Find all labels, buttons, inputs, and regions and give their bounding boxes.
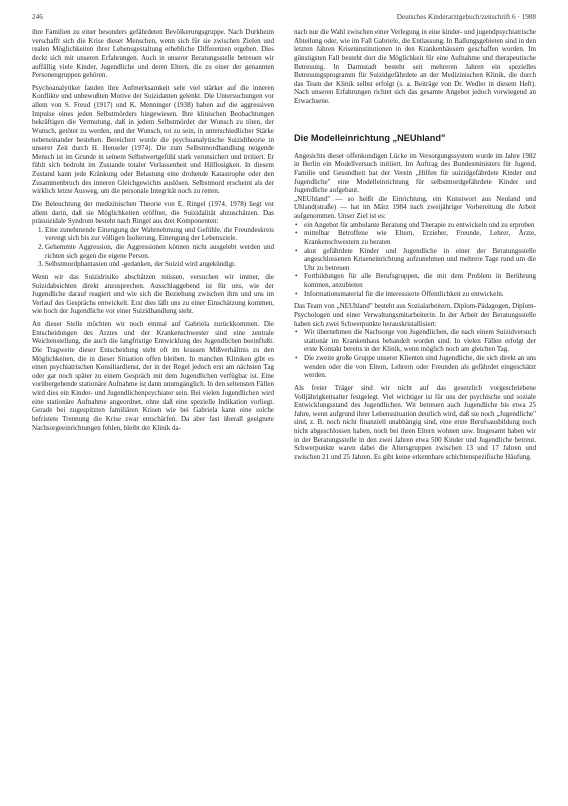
journal-title: Deutsches Kinderarztgebuch/zeitschrift 6 · 1988 [396,13,536,21]
list-item: • Fortbildungen für alle Berufsgruppen, die mit dem Problem in Berührung kommen, anzubieten [304,272,536,289]
right-column [294,28,536,798]
list-item: • akut gefährdete Kinder und Jugendliche in einer der Beratungsstelle angeschlossenen Kriseneinrichtung aufzunehmen und mehrere Tage rund um die Uhr zu betreuen [304,247,536,273]
bullet-list [294,328,536,380]
page-number: 246 [32,13,43,21]
page-header [32,12,536,22]
paragraph: Die Beleuchtung der medizinischen Theorie von E. Ringel (1974, 1978) liegt vor allem darin, daß sie Möglichkeiten eröffnet, die Suizidalität abzuschätzen. Das präsuizidale Syndrom besteht nach Ringel aus drei Komponenten: [32,199,274,226]
paragraph: Wenn wir das Suizidrisiko abschätzen müssen, versuchen wir immer, die Suizidabsichten direkt anzusprechen. Ausschlaggebend ist für uns, wie der Jugendliche darauf reagiert und wie sich die Beziehung zwischen ihm und uns im Verlauf des Gesprächs entwickelt. Erst dies läßt uns zu einer Einschätzung kommen, wie hoch der Jugendliche vor einer Suizidhandlung steht. [32,272,274,316]
numbered-list [32,226,274,269]
paragraph: nach nur die Wahl zwischen einer Verlegung in eine kinder- und jugendpsychiatrische Abteilung oder, wie im Fall Gabriele, die Entlassung. In Ballungsgebieten sind in den letzten Jahren Kriseninstitutionen in den Krankenhäusern geschaffen worden. Im günstigsten Fall besteht dort die Möglichkeit für eine Aufnahme und therapeutische Betreuung. In Darmstadt besteht seit mehreren Jahren ein spezielles Betreuungsprogramm für Suizidgefährdete an der Medizinischen Klinik, die durch das Team der Klinik selbst erfolgt (s. a. Beiträge von Dr. Wedler in diesem Heft). Nach unseren Erfahrungen richtet sich das gesamte Angebot jedoch vorwiegend an Erwachsene. [294,28,536,105]
paragraph: Als freier Träger sind wir nicht auf das gesetzlich vorgeschriebene Volljährigkeitsalter festgelegt. Viel wichtiger ist für uns der psychische und soziale Entwicklungsstand des Jugendlichen. Wir betreuen auch Jugendliche bis etwa 25 Jahre, wenn aufgrund ihrer Lebenssituation deutlich wird, daß sie noch „Jugendliche" sind, z. B. noch nicht finanziell unabhängig sind, eine erste Berufsausbildung noch nicht abgeschlossen haben, noch bei ihren Eltern wohnen usw. Insgesamt haben wir in der Beratungsstelle in den zwei Jahren etwa 500 Kinder und Jugendliche betreut. Schwerpunkte waren dabei die Altersgruppen zwischen 13 und 17 Jahren und zwischen 21 und 25 Jahren. Es gibt keine erkennbare schichtenspezifische Häufung. [294,383,536,461]
bullet-list [294,221,536,299]
list-item: • Informationsmaterial für die interessierte Öffentlichkeit zu entwickeln. [304,290,536,299]
list-item: 3. Selbstmordphantasien und -gedanken, der Suizid wird angekündigt. [45,260,274,269]
list-item: • Wir übernehmen die Nachsorge von Jugendlichen, die nach einem Suizidversuch stationär im Krankenhaus behandelt worden sind. In vielen Fällen erfolgt der erste Kontakt bereits in der Klinik, wenn möglich noch am gleichen Tag. [304,328,536,354]
list-item: • ein Angebot für ambulante Beratung und Therapie zu entwickeln und zu erproben [304,221,536,230]
list-item: • mittelbar Betroffene wie Eltern, Erzieher, Freunde, Lehrer, Ärzte, Krankenschwestern zu beraten [304,229,536,246]
list-item: 2. Gehemmte Aggression, die Aggressionen können nicht ausgelebt werden und richten sich gegen die eigene Person. [45,243,274,260]
paragraph: Das Team von „NEUhland" besteht aus Sozialarbeitern, Diplom-Pädagogen, Diplom-Psychologen und einer Verwaltungsmitarbeiterin. In der Arbeit der Beratungsstelle haben sich zwei Schwerpunkte herauskristallisiert: [294,302,536,328]
paragraph: An dieser Stelle möchten wir noch einmal auf Gabriela zurückkommen. Die Entscheidungen des Arztes und der Krankenschwester sind eine zentrale Weichenstellung, die auch die langfristige Entwicklung des Jugendlichen beeinflußt. Die Tragweite dieser Entscheidung steht oft im krassen Mißverhältnis zu den Möglichkeiten, die in dieser Situation offen bleiben. In manchen Kliniken gibt es einen psychiatrischen Konsiliardienst, der in der Regel jedoch erst am nächsten Tag oder gar noch später zu einem Gespräch mit dem Jugendlichen verfügbar ist. Eine vorübergehende stationäre Aufnahme ist dann unumgänglich. In den seltensten Fällen wird dies ein Kinder- und Jugendlichenpsychiater sein. Bei vielen Jugendlichen wird eine stationäre Aufnahme angeordnet, ohne daß eine spezielle Indikation vorliegt. Gerade bei zugespitzten familiären Krisen wie bei Gabriela kann eine solche befristete Trennung die Krise zwar entschärfen. Da aber fast überall geeignete Nachsorgeeinrichtungen fehlen, bleibt der Klinik da- [32,320,274,432]
paragraph: Psychoanalytiker fanden ihre Aufmerksamkeit sehr viel stärker auf die inneren Konflikte und unbewußten Motive der Suizidanten gelenkt. Die Untersuchungen vor allem von S. Freud (1917) und K. Menninger (1938) haben auf die aggressiven Impulse eines jeden Selbstmörders hingewiesen. Ihre klinischen Beobachtungen bekräftigen die Vermutung, daß in jedem Selbstmörder der Wunsch zu töten, der Wunsch, getötet zu werden, und der Wunsch, tot zu sein, in unterschiedlicher Stärke nebeneinander bestehen. Bereichert wurde die psychoanalytische Suizidtheorie in unserer Zeit durch H. Henseler (1974). Die zum Selbstmordhandlung neigende Mensch ist im Grunde in seinem Selbstwertgefühl stark verunsichert und irritiert. Er fühlt sich bedroht im Zustande totaler Verlassenheit und Hilflosigkeit. In diesem Zustand kann jede Kränkung oder Belastung eine drohende Katastrophe oder den Zusammenbruch des inneren Gleichgewichts auslösen. Selbstmord erscheint als der wirklich letzte Ausweg, um die personale Integrität noch zu retten. [32,83,274,196]
section-heading: Die Modelleinrichtung „NEUhland" [294,132,446,143]
paragraph: ihre Familien zu einer besonders gefährdeten Bevölkerungsgruppe. Nach Durkheim verschafft sich die Krise dieser Menschen, wenn sich für sie zwischen Zielen und realen Möglichkeiten ihrer Lebensgestaltung erhebliche Differenzen ergeben. Dies deckt sich mit unseren Erfahrungen. Auch in unserer Beratungsstelle betreuen wir auffällig viele Kinder, Jugendliche und deren Eltern, die zu einer der genannten Personengruppen gehören. [32,28,274,80]
list-item: • Die zweite große Gruppe unserer Klienten sind Jugendliche, die sich direkt an uns wenden oder die von Eltern, Lehrern oder Freunden als gefährdet eingeschätzt werden. [304,354,536,380]
left-column [32,28,274,798]
paragraph: Angesichts dieser offenkundigen Lücke im Versorgungssystem wurde im Jahre 1982 in Berlin ein Modellversuch initiiert. Im Auftrag des Bundesministers für Jugend, Familie und Gesundheit hat der Verein „Hilfen für suizidgefährdete Kinder und Jugendliche" eine Modelleinrichtung für selbstmordgefährdete Kinder und Jugendliche aufgebaut. [294,151,536,195]
paragraph: „NEUhland" — so heißt die Einrichtung, ein Kunstwort aus Neuland und Uhland(straße) — hat im März 1984 nach zweijähriger Vorbereitung die Arbeit aufgenommen. Unser Ziel ist es: [294,194,536,220]
list-item: 1. Eine zunehmende Einengung der Wahrnehmung und Gefühle, die Freundeskreis verengt sich bis zur völligen Isolierung, Einengung der Lebensziele. [45,226,274,243]
